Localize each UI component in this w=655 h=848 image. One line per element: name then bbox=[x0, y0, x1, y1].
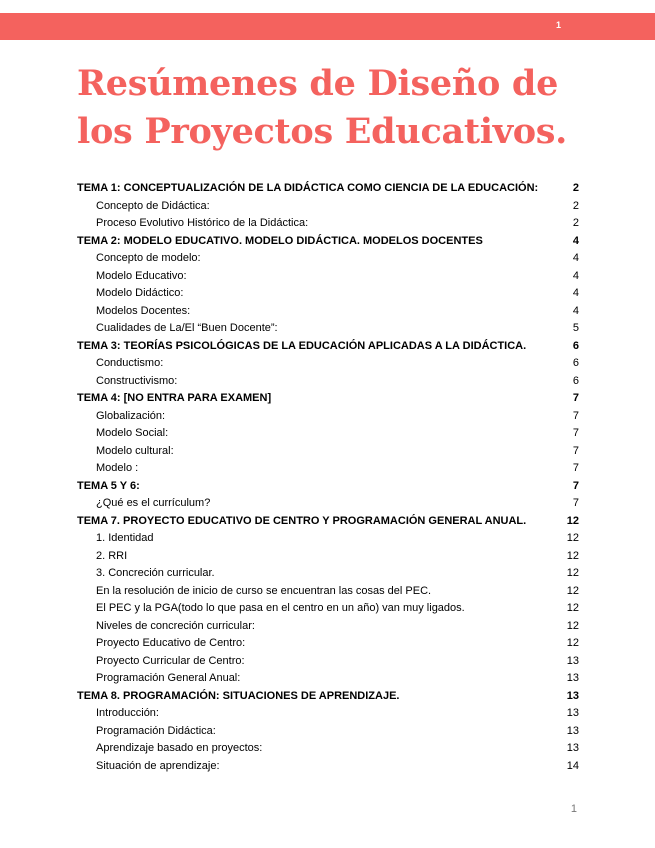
toc-entry-label: Modelo Social: bbox=[96, 427, 169, 439]
toc-entry-label: Niveles de concreción curricular: bbox=[96, 619, 255, 632]
toc-section-entry[interactable] bbox=[77, 670, 579, 688]
toc-chapter-entry[interactable] bbox=[77, 390, 579, 408]
toc-chapter-entry[interactable] bbox=[77, 180, 579, 198]
toc-entry-page: 12 bbox=[566, 602, 579, 614]
toc-entry-page: 7 bbox=[572, 409, 579, 422]
toc-entry-page: 4 bbox=[572, 252, 579, 264]
toc-section-entry[interactable] bbox=[77, 740, 579, 758]
toc-entry-page: 6 bbox=[572, 339, 579, 352]
toc-entry-page: 13 bbox=[566, 654, 579, 667]
toc-entry-page: 7 bbox=[572, 392, 579, 404]
toc-section-entry[interactable] bbox=[77, 303, 579, 321]
toc-section-entry[interactable] bbox=[77, 495, 579, 513]
toc-entry-label: Modelo Educativo: bbox=[96, 269, 187, 282]
toc-entry-label: TEMA 3: TEORÍAS PSICOLÓGICAS DE LA EDUCACIÓN APLICADAS A LA DIDÁCTICA. bbox=[77, 339, 527, 352]
toc-entry-page: 6 bbox=[572, 374, 579, 387]
document-title: Resúmenes de Diseño de los Proyectos Educativos. bbox=[77, 63, 568, 152]
toc-entry-page: 13 bbox=[566, 672, 579, 684]
toc-entry-page: 7 bbox=[572, 497, 579, 509]
toc-section-entry[interactable] bbox=[77, 355, 579, 373]
toc-entry-label: Programación Didáctica: bbox=[96, 724, 216, 737]
toc-entry-label: Modelos Docentes: bbox=[96, 304, 191, 317]
toc-entry-page: 12 bbox=[566, 637, 579, 649]
toc-section-entry[interactable] bbox=[77, 460, 579, 478]
toc-entry-label: TEMA 8. PROGRAMACIÓN: SITUACIONES DE APRENDIZAJE. bbox=[77, 689, 400, 702]
toc-chapter-entry[interactable] bbox=[77, 338, 579, 356]
toc-section-entry[interactable] bbox=[77, 198, 579, 216]
toc-entry-label: 3. Concreción curricular. bbox=[96, 567, 215, 579]
toc-entry-label: Proyecto Educativo de Centro: bbox=[96, 637, 246, 649]
toc-section-entry[interactable] bbox=[77, 583, 579, 601]
toc-entry-label: El PEC y la PGA(todo lo que pasa en el centro en un año) van muy ligados. bbox=[96, 602, 465, 614]
toc-entry-label: Proyecto Curricular de Centro: bbox=[96, 654, 245, 667]
toc-section-entry[interactable] bbox=[77, 548, 579, 566]
toc-entry-label: Conductismo: bbox=[96, 357, 164, 369]
toc-section-entry[interactable] bbox=[77, 530, 579, 548]
toc-entry-page: 12 bbox=[566, 567, 579, 579]
toc-entry-page: 4 bbox=[572, 269, 579, 282]
toc-section-entry[interactable] bbox=[77, 320, 579, 338]
toc-chapter-entry[interactable] bbox=[77, 513, 579, 531]
toc-entry-label: Introducción: bbox=[96, 707, 159, 719]
toc-entry-page: 13 bbox=[566, 742, 579, 754]
toc-entry-page: 7 bbox=[572, 444, 579, 457]
toc-entry-label: Cualidades de La/El “Buen Docente”: bbox=[96, 322, 278, 334]
toc-entry-label: Concepto de modelo: bbox=[96, 252, 201, 264]
toc-entry-label: Programación General Anual: bbox=[96, 672, 241, 684]
toc-entry-label: Proceso Evolutivo Histórico de la Didáctica: bbox=[96, 217, 309, 229]
toc-section-entry[interactable] bbox=[77, 215, 579, 233]
toc-entry-page: 2 bbox=[572, 199, 579, 212]
toc-entry-label: ¿Qué es el currículum? bbox=[96, 497, 211, 509]
toc-entry-page: 13 bbox=[566, 724, 579, 737]
toc-entry-page: 12 bbox=[566, 532, 579, 544]
toc-entry-page: 12 bbox=[566, 514, 579, 527]
toc-entry-label: TEMA 1: CONCEPTUALIZACIÓN DE LA DIDÁCTICA COMO CIENCIA DE LA EDUCACIÓN: bbox=[77, 182, 539, 194]
toc-section-entry[interactable] bbox=[77, 723, 579, 741]
toc-entry-label: Aprendizaje basado en proyectos: bbox=[96, 742, 263, 754]
toc-entry-page: 7 bbox=[572, 427, 579, 439]
toc-section-entry[interactable] bbox=[77, 250, 579, 268]
toc-entry-label: TEMA 2: MODELO EDUCATIVO. MODELO DIDÁCTICA. MODELOS DOCENTES bbox=[77, 234, 483, 247]
toc-section-entry[interactable] bbox=[77, 758, 579, 776]
toc-entry-label: Modelo : bbox=[96, 462, 139, 474]
toc-entry-page: 5 bbox=[572, 322, 579, 334]
toc-entry-page: 4 bbox=[572, 287, 579, 299]
toc-chapter-entry[interactable] bbox=[77, 478, 579, 496]
toc-entry-label: TEMA 4: [NO ENTRA PARA EXAMEN] bbox=[77, 392, 272, 404]
header-page-number: 1 bbox=[555, 20, 561, 30]
toc-entry-label: Globalización: bbox=[96, 409, 166, 422]
toc-entry-page: 13 bbox=[566, 707, 579, 719]
toc-section-entry[interactable] bbox=[77, 408, 579, 426]
toc-entry-page: 12 bbox=[566, 619, 579, 632]
toc-section-entry[interactable] bbox=[77, 618, 579, 636]
toc-section-entry[interactable] bbox=[77, 705, 579, 723]
toc-entry-label: TEMA 5 Y 6: bbox=[77, 479, 140, 492]
toc-section-entry[interactable] bbox=[77, 373, 579, 391]
toc-section-entry[interactable] bbox=[77, 600, 579, 618]
header-bar bbox=[0, 13, 655, 40]
toc-section-entry[interactable] bbox=[77, 425, 579, 443]
toc-entry-page: 7 bbox=[572, 479, 579, 492]
toc-entry-label: En la resolución de inicio de curso se encuentran las cosas del PEC. bbox=[96, 584, 432, 597]
toc-section-entry[interactable] bbox=[77, 268, 579, 286]
toc-chapter-entry[interactable] bbox=[77, 233, 579, 251]
toc-entry-page: 4 bbox=[572, 234, 579, 247]
toc-chapter-entry[interactable] bbox=[77, 688, 579, 706]
toc-entry-page: 12 bbox=[566, 584, 579, 597]
toc-entry-label: 1. Identidad bbox=[96, 532, 154, 544]
toc-entry-label: Concepto de Didáctica: bbox=[96, 199, 210, 212]
toc-entry-page: 2 bbox=[572, 217, 579, 229]
toc-section-entry[interactable] bbox=[77, 285, 579, 303]
toc-entry-page: 4 bbox=[572, 304, 579, 317]
toc-entry-label: Modelo Didáctico: bbox=[96, 287, 184, 299]
toc-section-entry[interactable] bbox=[77, 653, 579, 671]
toc-entry-page: 6 bbox=[572, 357, 579, 369]
toc-entry-page: 2 bbox=[572, 182, 579, 194]
toc-entry-label: Situación de aprendizaje: bbox=[96, 759, 220, 772]
footer-page-number: 1 bbox=[570, 803, 577, 815]
toc-entry-page: 13 bbox=[566, 689, 579, 702]
toc-entry-label: TEMA 7. PROYECTO EDUCATIVO DE CENTRO Y PROGRAMACIÓN GENERAL ANUAL. bbox=[77, 514, 527, 527]
toc-section-entry[interactable] bbox=[77, 635, 579, 653]
toc-entry-page: 12 bbox=[566, 549, 579, 562]
table-of-contents bbox=[77, 180, 579, 775]
toc-section-entry[interactable] bbox=[77, 565, 579, 583]
toc-entry-label: Modelo cultural: bbox=[96, 444, 174, 457]
toc-entry-label: 2. RRI bbox=[96, 549, 128, 562]
toc-entry-label: Constructivismo: bbox=[96, 374, 178, 387]
toc-entry-page: 14 bbox=[566, 759, 579, 772]
toc-entry-page: 7 bbox=[572, 462, 579, 474]
toc-section-entry[interactable] bbox=[77, 443, 579, 461]
